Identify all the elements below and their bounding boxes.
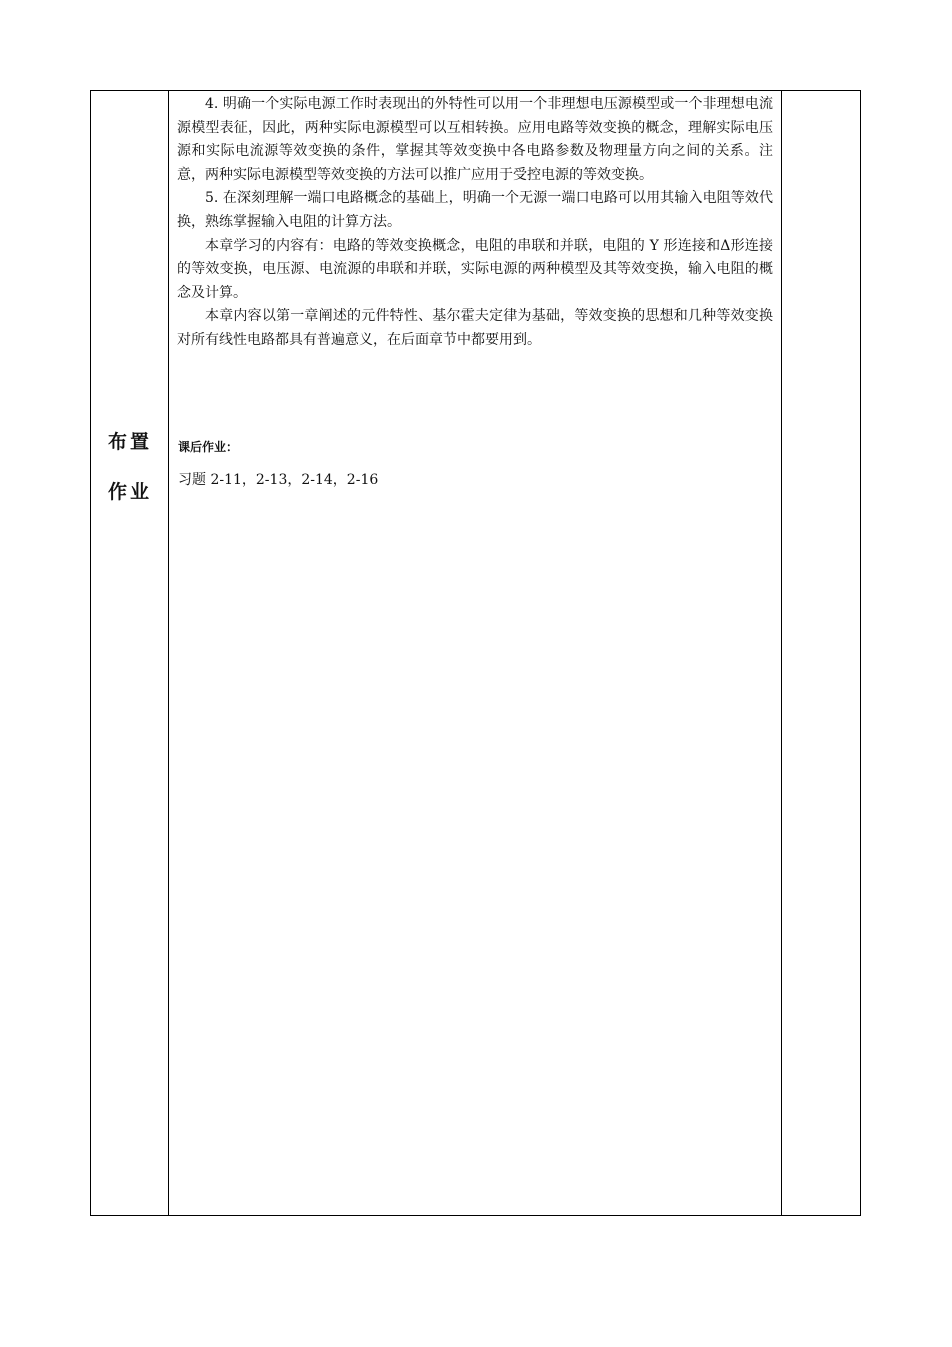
paragraph-2: 5. 在深刻理解一端口电路概念的基础上，明确一个无源一端口电路可以用其输入电阻等效代换，熟练掌握输入电阻的计算方法。 bbox=[177, 190, 773, 230]
paragraph-1: 4. 明确一个实际电源工作时表现出的外特性可以用一个非理想电压源模型或一个非理想电流源模型表征，因此，两种实际电源模型可以互相转换。应用电路等效变换的概念，理解实际电压源和实际电流源等效变换的条件，掌握其等效变换中各电路参数及物理量方向之间的关系。注意，两种实际电源模型等效变换的方法可以推广应用于受控电源的等效变换。 bbox=[177, 96, 773, 183]
side-label-line2: 作业 bbox=[107, 481, 152, 503]
paragraph-4: 本章内容以第一章阐述的元件特性、基尔霍夫定律为基础，等效变换的思想和几种等效变换对所有线性电路都具有普遍意义，在后面章节中都要用到。 bbox=[177, 308, 773, 348]
label-column bbox=[91, 91, 169, 1215]
homework-items: 习题 2-11，2-13，2-14，2-16 bbox=[178, 472, 379, 488]
paragraph-3: 本章学习的内容有：电路的等效变换概念，电阻的串联和并联，电阻的 Y 形连接和Δ形连接的等效变换，电压源、电流源的串联和并联，实际电源的两种模型及其等效变换，输入电阻的概念及计算。 bbox=[177, 237, 773, 301]
side-label-line1: 布置 bbox=[107, 431, 152, 453]
content-column bbox=[169, 91, 782, 1215]
content-text bbox=[177, 93, 773, 353]
homework-title: 课后作业： bbox=[178, 440, 239, 454]
document-table bbox=[90, 90, 861, 1216]
remarks-column bbox=[782, 91, 860, 1215]
